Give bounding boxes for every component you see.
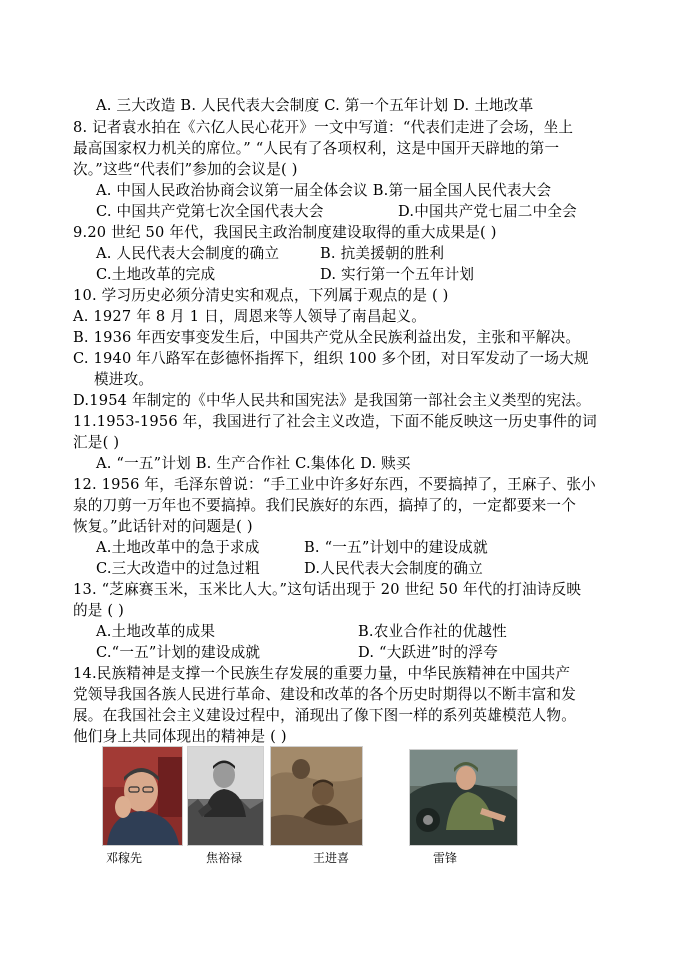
q9-option-a: A. 人民代表大会制度的确立 [96,245,280,262]
q8-stem-line2: 最高国家权力机关的席位。” “人民有了各项权利，这是中国开天辟地的第一 [73,140,560,157]
q8-stem-line3: 次。”这些“代表们”参加的会议是( ) [73,161,298,178]
q10-option-a: A. 1927 年 8 月 1 日，周恩来等人领导了南昌起义。 [73,308,427,325]
lei-feng-photo [409,749,518,846]
q11-options: A. “一五”计划 B. 生产合作社 C.集体化 D. 赎买 [96,455,411,472]
caption-lei-feng: 雷锋 [433,851,458,865]
q12-option-d: D.人民代表大会制度的确立 [304,560,483,577]
q8-options-row1: A. 中国人民政治协商会议第一届全体会议 B.第一届全国人民代表大会 [96,182,552,199]
q12-stem-line3: 恢复。”此话针对的问题是( ) [73,518,253,535]
q8-option-c: C. 中国共产党第七次全国代表大会 [96,203,324,220]
q7-options: A. 三大改造 B. 人民代表大会制度 C. 第一个五年计划 D. 土地改革 [96,97,534,114]
q13-stem-line2: 的是 ( ) [73,602,125,619]
q8-option-d: D.中国共产党七届二中全会 [398,203,577,220]
q12-stem-line1: 12. 1956 年，毛泽东曾说：“手工业中许多好东西，不要搞掉了，王麻子、张小 [73,476,596,493]
caption-jiao-yulu: 焦裕禄 [206,851,243,865]
q12-option-b: B. “一五”计划中的建设成就 [304,539,488,556]
q9-option-b: B. 抗美援朝的胜利 [320,245,445,262]
q14-stem-line3: 展。在我国社会主义建设过程中，涌现出了像下图一样的系列英雄模范人物。 [73,707,576,724]
q14-stem-line4: 他们身上共同体现出的精神是 ( ) [73,728,287,745]
q12-option-c: C.三大改造中的过急过粗 [96,560,260,577]
q10-option-b: B. 1936 年西安事变发生后，中国共产党从全民族利益出发，主张和平解决。 [73,329,581,346]
q12-option-a: A.土地改革中的急于求成 [96,539,260,556]
q10-option-d: D.1954 年制定的《中华人民共和国宪法》是我国第一部社会主义类型的宪法。 [73,392,591,409]
caption-deng-jiaxian: 邓稼先 [106,851,143,865]
wang-jinxi-photo [270,746,363,846]
q10-stem: 10. 学习历史必须分清史实和观点，下列属于观点的是 ( ) [73,287,449,304]
q10-option-c-line2: 模进攻。 [94,371,154,388]
q10-option-c-line1: C. 1940 年八路军在彭德怀指挥下，组织 100 多个团，对日军发动了一场大规 [73,350,589,367]
q14-stem-line2: 党领导我国各族人民进行革命、建设和改革的各个历史时期得以不断丰富和发 [73,686,576,703]
q13-stem-line1: 13. “芝麻赛玉米，玉米比人大。”这句话出现于 20 世纪 50 年代的打油诗反映 [73,581,582,598]
q13-option-c: C.“一五”计划的建设成就 [96,644,261,661]
caption-wang-jinxi: 王进喜 [313,851,350,865]
deng-jiaxian-photo [102,746,183,846]
q12-stem-line2: 泉的刀剪一万年也不要搞掉。我们民族好的东西，搞掉了的，一定都要来一个 [73,497,576,514]
q13-option-d: D. “大跃进”时的浮夸 [358,644,498,661]
q9-option-d: D. 实行第一个五年计划 [320,266,475,283]
q9-option-c: C.土地改革的完成 [96,266,216,283]
q8-stem-line1: 8. 记者袁水拍在《六亿人民心花开》一文中写道：“代表们走进了会场，坐上 [73,119,574,136]
q9-stem: 9.20 世纪 50 年代，我国民主政治制度建设取得的重大成果是( ) [73,224,497,241]
q14-stem-line1: 14.民族精神是支撑一个民族生存发展的重要力量，中华民族精神在中国共产 [73,665,571,682]
jiao-yulu-photo [187,746,264,846]
q13-option-a: A.土地改革的成果 [96,623,216,640]
q11-stem-line1: 11.1953-1956 年，我国进行了社会主义改造，下面不能反映这一历史事件的词 [73,413,597,430]
q13-option-b: B.农业合作社的优越性 [358,623,507,640]
q11-stem-line2: 汇是( ) [73,434,120,451]
